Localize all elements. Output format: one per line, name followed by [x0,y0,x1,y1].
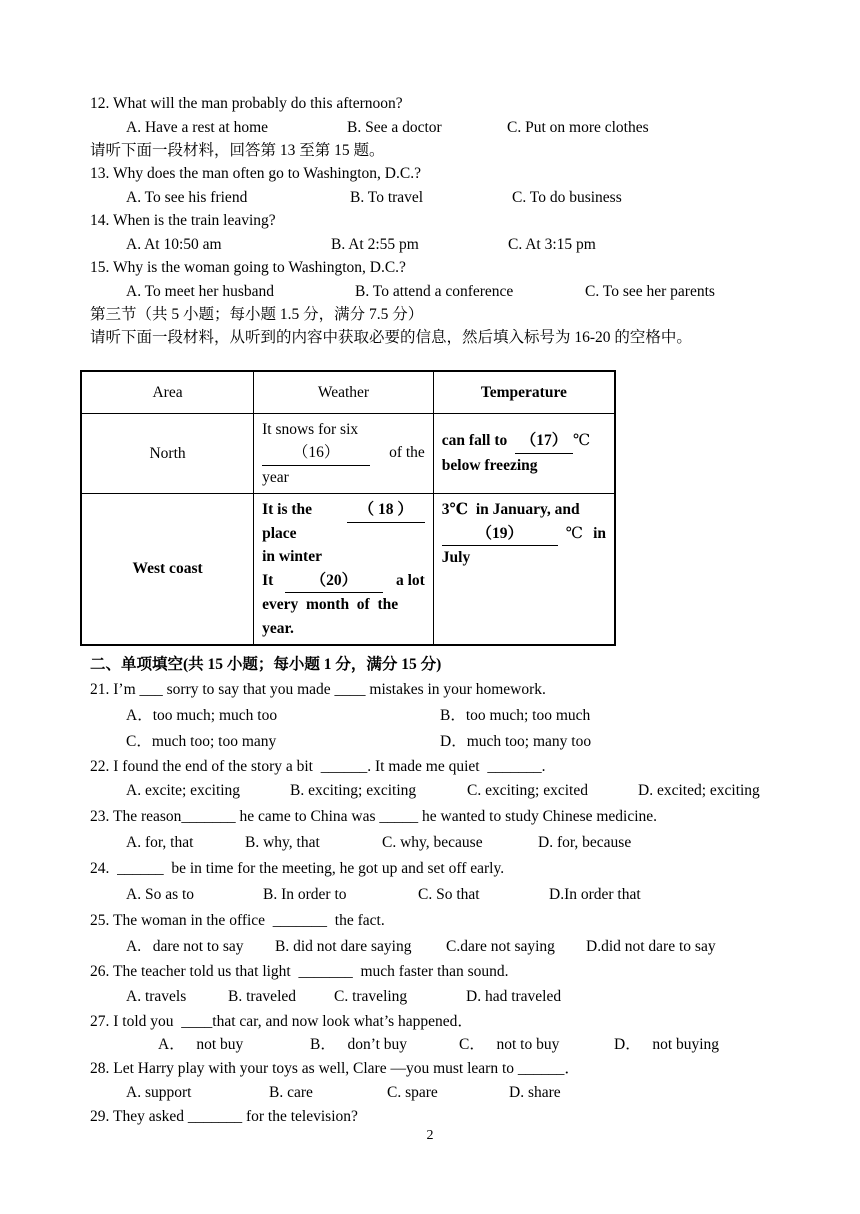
blank-19: （19） [442,522,558,547]
q23-option-c: C. why, because [382,834,483,851]
q24-option-a: A. So as to [126,886,195,903]
weather-west-line1 [262,498,425,522]
page-number: 2 [426,1128,434,1143]
q26-stem: 26. The teacher told us that light _______ much faster than sound. [90,963,509,980]
q27-option-c: C． not to buy [459,1036,560,1053]
q26-option-a: A. travels [126,988,187,1005]
temperature-north-prefix: can fall to [441,432,508,450]
area-north: North [81,413,254,494]
q15-stem: 15. Why is the woman going to Washington, D.C.? [90,259,406,276]
blank-17: （17） [515,429,573,454]
q12-option-b: B. See a doctor [347,119,442,136]
q25-option-d: D.did not dare to say [586,938,716,955]
part3-instruction: 请听下面一段材料，从听到的内容中获取必要的信息，然后填入标号为 16-20 的空格中。 [90,329,692,346]
q13-option-b: B. To travel [350,189,424,206]
weather-north [254,413,434,494]
q12-option-c: C. Put on more clothes [507,119,649,136]
q23-option-b: B. why, that [245,834,320,851]
q15-option-c: C. To see her parents [585,283,715,300]
part3-title: 第三节（共 5 小题；每小题 1.5 分，满分 7.5 分） [90,306,424,323]
q26-option-c: C. traveling [334,988,408,1005]
q12-stem: 12. What will the man probably do this afternoon? [90,95,403,112]
header-weather: Weather [254,371,434,413]
q27-option-a: A． not buy [158,1036,244,1053]
q21-option-b: B．too much; too much [440,707,591,724]
q24-option-d: D.In order that [549,886,641,903]
q13-option-c: C. To do business [512,189,622,206]
q14-stem: 14. When is the train leaving? [90,212,276,229]
q12-option-a: A. Have a rest at home [126,119,269,136]
weather-west-a-lot: a lot [395,571,425,589]
q25-option-b: B. did not dare saying [275,938,412,955]
weather-north-of-the: of the [389,444,425,461]
q27-stem: 27. I told you ____that car, and now look what’s happened． [90,1013,473,1030]
q23-option-d: D. for, because [538,834,632,851]
q14-option-c: C. At 3:15 pm [508,236,596,253]
table-row-north [81,413,615,494]
weather-west-prefix: It is the [262,501,313,518]
q28-option-c: C. spare [387,1084,438,1101]
q28-stem: 28. Let Harry play with your toys as well, Clare —you must learn to ______． [90,1060,580,1077]
table-header-row [81,371,615,413]
weather-north-line1: It snows for six [262,420,359,438]
section2-title: 二、单项填空(共 15 小题；每小题 1 分，满分 15 分) [90,656,442,673]
q22-option-c: C. exciting; excited [467,782,588,799]
q23-stem: 23. The reason_______ he came to China was _____ he wanted to study Chinese medicine. [90,808,658,825]
weather-west-line2: place [262,524,297,542]
temperature-west-in: in [593,524,606,542]
q23-option-a: A. for, that [126,834,194,851]
q28-option-b: B. care [269,1084,313,1101]
temperature-north-line1 [442,429,606,454]
blank-20: （20） [285,569,383,594]
weather-west-line3: in winter [262,548,322,565]
q15-option-a: A. To meet her husband [126,283,274,300]
temperature-west-line3: July [441,549,471,566]
temperature-north-line2: below freezing [441,456,538,474]
instruction-q13-15: 请听下面一段材料，回答第 13 至第 15 题。 [90,142,385,159]
weather-west-line5: every month of the [262,596,399,613]
weather-table [80,370,616,646]
weather-west-it: It [262,571,274,589]
q21-option-d: D．much too; many too [440,733,592,750]
celsius-unit-19: ℃ [565,524,584,542]
q14-option-a: A. At 10:50 am [126,236,222,253]
q24-option-b: B. In order to [263,886,347,903]
q21-option-c: C．much too; too many [126,733,277,750]
q22-option-a: A. excite; exciting [126,782,241,799]
q22-option-b: B. exciting; exciting [290,782,417,799]
q22-option-d: D. excited; exciting [638,782,760,799]
weather-north-line2 [262,441,425,466]
q28-option-a: A. support [126,1084,192,1101]
header-temperature: Temperature [433,371,615,413]
q13-stem: 13. Why does the man often go to Washington, D.C.? [90,165,421,182]
blank-16: （16） [262,441,370,466]
q27-option-d: D． not buying [614,1036,720,1053]
area-west-coast: West coast [81,494,254,646]
temperature-north [433,413,615,494]
q14-option-b: B. At 2:55 pm [331,236,419,253]
q21-option-a: A．too much; much too [126,707,278,724]
temperature-west-coast [433,494,615,646]
temperature-west-line1: 3℃ in January, and [441,501,580,518]
weather-west-coast [254,494,434,646]
q27-option-b: B． don’t buy [310,1036,408,1053]
q24-stem: 24. ______ be in time for the meeting, he got up and set off early. [90,860,505,877]
blank-18: （ 18 ） [347,498,425,523]
table-row-west-coast [81,494,615,646]
weather-west-line6: year. [262,619,294,637]
q25-option-a: A. dare not to say [126,938,244,955]
q26-option-d: D. had traveled [466,988,562,1005]
q21-stem: 21. I’m ___ sorry to say that you made ____ mistakes in your homework. [90,681,546,698]
q29-stem: 29. They asked _______ for the television? [90,1108,358,1125]
weather-north-line3: year [262,468,289,486]
q26-option-b: B. traveled [228,988,297,1005]
q28-option-d: D. share [509,1084,561,1101]
weather-west-line4 [262,569,425,594]
q25-stem: 25. The woman in the office _______ the fact. [90,912,385,929]
q15-option-b: B. To attend a conference [355,283,514,300]
q24-option-c: C. So that [418,886,480,903]
q22-stem: 22. I found the end of the story a bit ______. It made me quiet _______. [90,758,546,775]
header-area: Area [81,371,254,413]
temperature-west-line2 [442,522,606,547]
celsius-unit: ℃ [572,432,591,450]
q25-option-c: C.dare not saying [446,938,555,955]
q13-option-a: A. To see his friend [126,189,248,206]
